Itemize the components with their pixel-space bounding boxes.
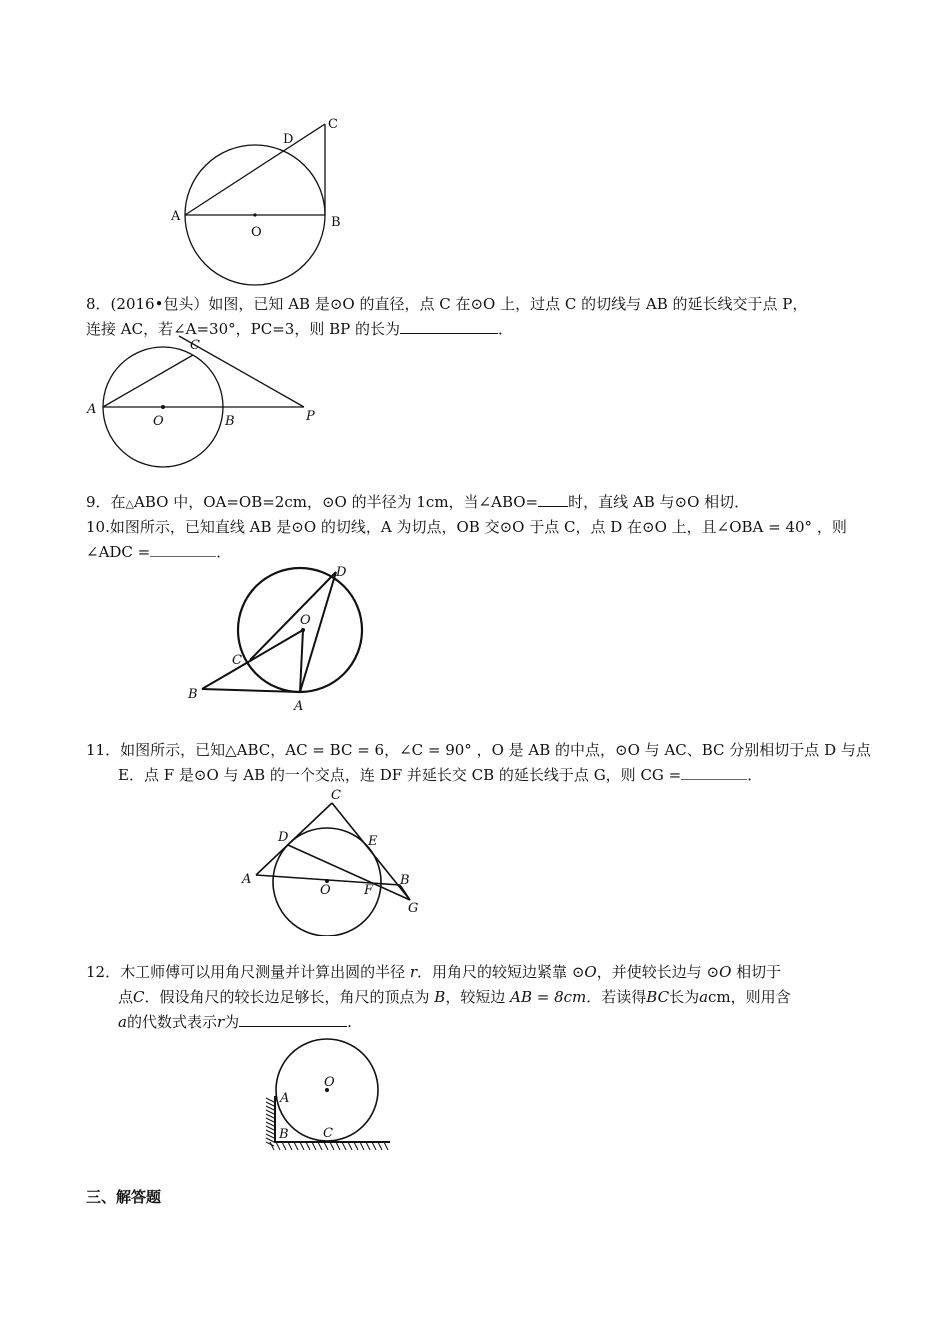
label-b: B	[279, 1127, 289, 1142]
question-12	[86, 960, 876, 1035]
label-a: A	[171, 209, 181, 224]
segment-bo	[202, 630, 303, 689]
q8-end: ．	[497, 320, 513, 338]
label-a: A	[280, 1091, 290, 1106]
q12-text-k: 的代数式表示	[126, 1013, 217, 1031]
q12-text-e: 点	[118, 988, 134, 1006]
figure-q12	[260, 1032, 400, 1157]
q12-text-j: ，则用含	[730, 988, 791, 1006]
question-11	[86, 738, 876, 788]
label-o: O	[153, 414, 164, 429]
segment-dg	[288, 845, 410, 900]
q9-triangle-symbol: △	[125, 497, 135, 510]
q10-end: ．	[216, 543, 232, 561]
q12-r-2: r	[216, 1013, 225, 1031]
label-c: C	[331, 788, 341, 803]
q12-point-c: C	[133, 988, 145, 1006]
label-a: A	[87, 402, 97, 417]
q12-circle-o: ⊙O	[571, 963, 597, 981]
segment-ac	[256, 803, 332, 875]
label-c: C	[328, 117, 338, 132]
label-b: B	[400, 873, 410, 888]
figure-q11	[236, 786, 426, 936]
q12-text-i: 长为	[669, 988, 700, 1006]
q8-text1: (2016•包头）如图，已知 AB 是⊙O 的直径，点 C 在⊙O 上，过点 C 的切线与 AB 的延长线交于点 P，	[110, 295, 808, 313]
label-b: B	[188, 687, 198, 702]
label-a: A	[294, 699, 304, 714]
q12-text-h: ．若读得	[586, 988, 647, 1006]
segment-ac	[103, 355, 193, 407]
label-o: O	[300, 613, 311, 628]
question-9	[86, 490, 876, 516]
label-d: D	[283, 132, 294, 147]
label-c: C	[232, 653, 242, 668]
q12-r: r	[409, 963, 418, 981]
q12-text-d: 相切于	[736, 963, 782, 981]
label-b: B	[225, 414, 235, 429]
label-b: B	[331, 215, 341, 230]
q11-line1: 11．如图所示，已知△ABC，AC = BC = 6，∠C = 90° ，O 是 AB 的中点，⊙O 与 AC、BC 分别相切于点 D 与点	[86, 741, 871, 759]
q12-end: .	[347, 1013, 352, 1031]
q12-a: a	[118, 1013, 127, 1031]
q12-bc: BC	[646, 988, 670, 1006]
q8-line1	[86, 292, 876, 317]
label-e: E	[368, 834, 378, 849]
q10-line1: 10.如图所示，已知直线 AB 是⊙O 的切线，A 为切点，OB 交⊙O 于点 C，点 D 在⊙O 上，且∠OBA = 40° ，则	[86, 518, 847, 536]
q12-text-g: ，较短边	[445, 988, 506, 1006]
q11-end: ．	[747, 766, 763, 784]
q12-text-a: 12．木工师傅可以用角尺测量并计算出圆的半径	[86, 963, 406, 981]
q12-text-l: 为	[224, 1013, 240, 1031]
figure-q7	[165, 110, 355, 290]
figure-q10	[184, 560, 374, 720]
q10-answer-blank[interactable]	[150, 542, 216, 557]
q12-text-b: ．用角尺的较短边紧靠	[417, 963, 568, 981]
label-g: G	[408, 901, 419, 916]
q12-line1	[86, 960, 876, 985]
q11-line2	[86, 763, 876, 788]
label-c: C	[190, 338, 200, 353]
q12-text-f: ．假设角尺的较长边足够长，角尺的顶点为	[144, 988, 430, 1006]
q12-line3	[86, 1010, 876, 1035]
figure-q8	[84, 334, 324, 474]
label-d: D	[278, 830, 289, 845]
label-p: P	[306, 409, 315, 424]
q12-point-b: B	[434, 988, 446, 1006]
q8-number: 8．	[86, 295, 111, 313]
label-f: F	[364, 883, 374, 898]
center-dot	[301, 628, 305, 632]
q9-pre: 9．在	[86, 493, 126, 511]
q12-ab-length: AB = 8cm	[510, 988, 587, 1006]
question-10	[86, 515, 876, 565]
q12-circle-o-2: ⊙O	[706, 963, 732, 981]
q12-text-c: ，并使较长边与	[596, 963, 702, 981]
q9-post: 时，直线 AB 与⊙O 相切．	[568, 493, 750, 511]
q12-line2	[86, 985, 876, 1010]
center-dot	[161, 405, 165, 409]
label-o: O	[320, 883, 331, 898]
center-dot	[253, 213, 256, 216]
q11-answer-blank[interactable]	[681, 765, 747, 780]
label-o: O	[251, 225, 262, 240]
q8-text2: 连接 AC，若∠A=30°，PC=3，则 BP 的长为	[86, 320, 400, 338]
label-a: A	[242, 872, 252, 887]
q11-text2: E．点 F 是⊙O 与 AB 的一个交点，连 DF 并延长交 CB 的延长线于点 G，则 CG =	[118, 766, 682, 784]
q12-answer-blank[interactable]	[239, 1010, 347, 1027]
segment-ac	[185, 124, 325, 215]
q8-answer-blank[interactable]	[400, 317, 498, 334]
label-c: C	[323, 1126, 333, 1141]
label-d: D	[336, 565, 347, 580]
q12-cm: cm	[708, 988, 731, 1006]
q10-angle: ∠ADC =	[86, 543, 151, 561]
label-o: O	[324, 1075, 335, 1090]
q12-acm-a: a	[699, 988, 709, 1006]
section-heading: 三、解答题	[86, 1188, 162, 1206]
q9-mid: ABO 中，OA=OB=2cm，⊙O 的半径为 1cm，当∠ABO=	[134, 493, 539, 511]
q9-answer-blank[interactable]	[538, 490, 568, 507]
